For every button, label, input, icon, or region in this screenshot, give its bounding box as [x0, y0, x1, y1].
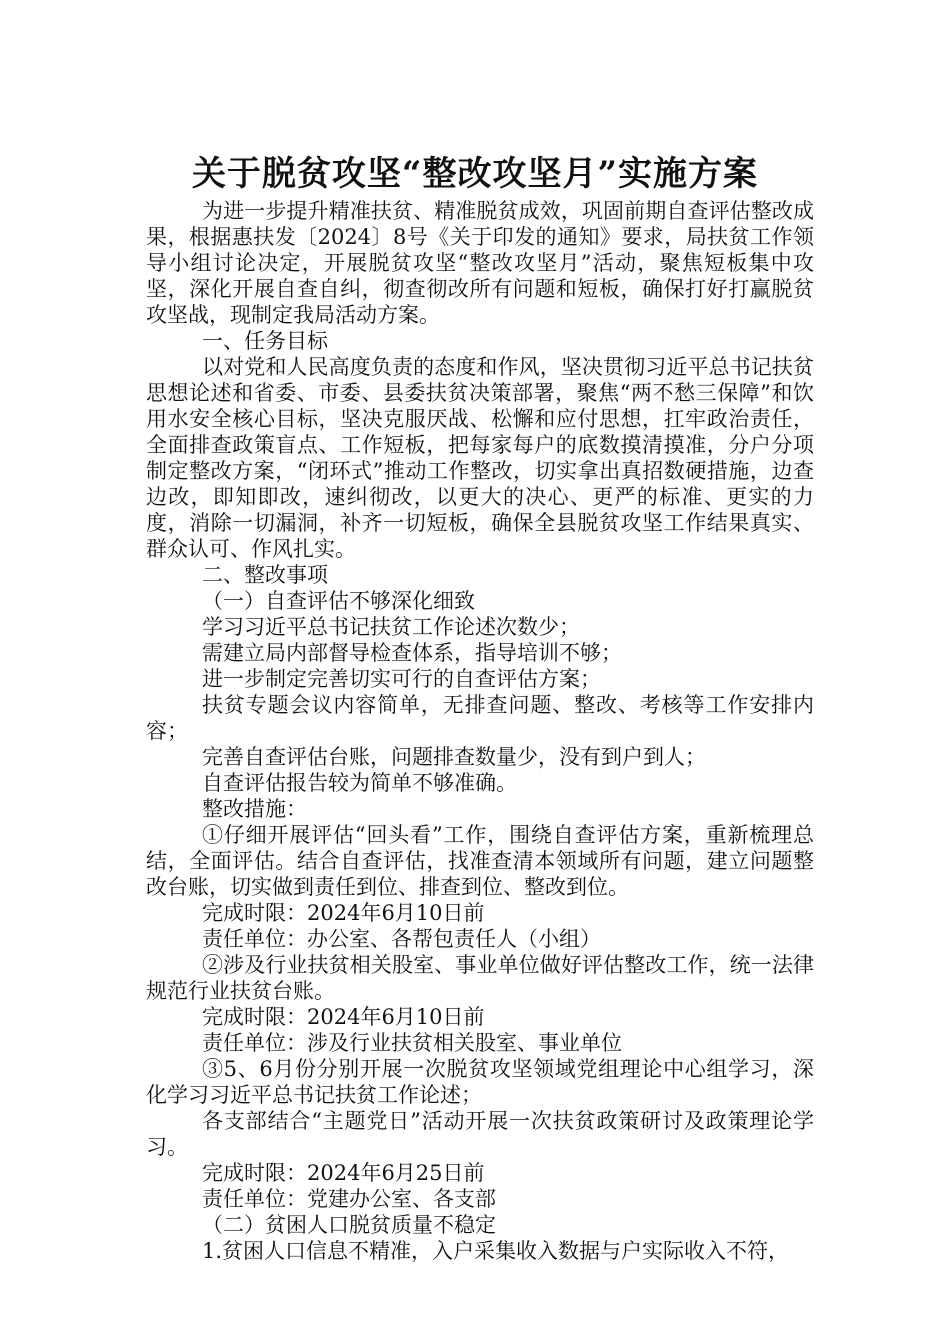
deadline-line: 完成时限：2024年6月10日前	[202, 1005, 485, 1029]
responsible-unit-line: 责任单位：办公室、各帮包责任人（小组）	[202, 927, 601, 951]
intro-paragraph: 为进一步提升精准扶贫、精准脱贫成效，巩固前期自查评估整改成果，根据惠扶发〔2024〕8号《关于印发的通知》要求，局扶贫工作领导小组讨论决定，开展脱贫攻坚“整改攻坚月”活动，聚焦短板集中攻坚，深化开展自查自纠，彻查彻改所有问题和短板，确保打好打赢脱贫攻坚战，现制定我局活动方案。	[146, 199, 814, 327]
responsible-unit-line: 责任单位：党建办公室、各支部	[202, 1187, 496, 1211]
deadline-line: 完成时限：2024年6月10日前	[202, 901, 485, 925]
problem-item: 自查评估报告较为简单不够准确。	[202, 771, 517, 795]
problem-item: 进一步制定完善切实可行的自查评估方案；	[202, 667, 601, 691]
section-heading-rectification-items: 二、整改事项	[202, 563, 328, 587]
problem-item: 学习习近平总书记扶贫工作论述次数少；	[202, 615, 580, 639]
problem-item: 扶贫专题会议内容简单，无排查问题、整改、考核等工作安排内容；	[146, 693, 814, 743]
responsible-unit-line: 责任单位：涉及行业扶贫相关股室、事业单位	[202, 1031, 622, 1055]
problem-item: 完善自查评估台账，问题排查数量少，没有到户到人；	[202, 745, 706, 769]
task-goals-paragraph: 以对党和人民高度负责的态度和作风，坚决贯彻习近平总书记扶贫思想论述和省委、市委、县委扶贫决策部署，聚焦“两不愁三保障”和饮用水安全核心目标，坚决克服厌战、松懈和应付思想，扛牢政治责任，全面排查政策盲点、工作短板，把每家每户的底数摸清摸准，分户分项制定整改方案，“闭环式”推动工作整改，切实拿出真招数硬措施，边查边改，即知即改，速纠彻改，以更大的决心、更严的标准、更实的力度，消除一切漏洞，补齐一切短板，确保全县脱贫攻坚工作结果真实、群众认可、作风扎实。	[146, 355, 814, 561]
section-heading-task-goals: 一、任务目标	[202, 329, 328, 353]
subsection-heading-self-assessment: （一）自查评估不够深化细致	[202, 589, 475, 613]
problem-item: 需建立局内部督导检查体系，指导培训不够；	[202, 641, 622, 665]
problem-item: 1.贫困人口信息不精准，入户采集收入数据与户实际收入不符，	[202, 1239, 790, 1263]
measures-heading: 整改措施：	[202, 797, 307, 821]
measure-item: 各支部结合“主题党日”活动开展一次扶贫政策研讨及政策理论学习。	[146, 1109, 814, 1159]
document-body	[146, 198, 814, 1264]
measure-item: ③5、6月份分别开展一次脱贫攻坚领域党组理论中心组学习，深化学习习近平总书记扶贫工作论述；	[146, 1057, 814, 1107]
document-title: 关于脱贫攻坚“整改攻坚月”实施方案	[191, 153, 759, 194]
measure-item: ①仔细开展评估“回头看”工作，围绕自查评估方案，重新梳理总结，全面评估。结合自查评估，找准查清本领域所有问题，建立问题整改台账，切实做到责任到位、排查到位、整改到位。	[146, 823, 814, 899]
deadline-line: 完成时限：2024年6月25日前	[202, 1161, 485, 1185]
measure-item: ②涉及行业扶贫相关股室、事业单位做好评估整改工作，统一法律规范行业扶贫台账。	[146, 953, 814, 1003]
subsection-heading-poverty-quality: （二）贫困人口脱贫质量不稳定	[202, 1213, 496, 1237]
